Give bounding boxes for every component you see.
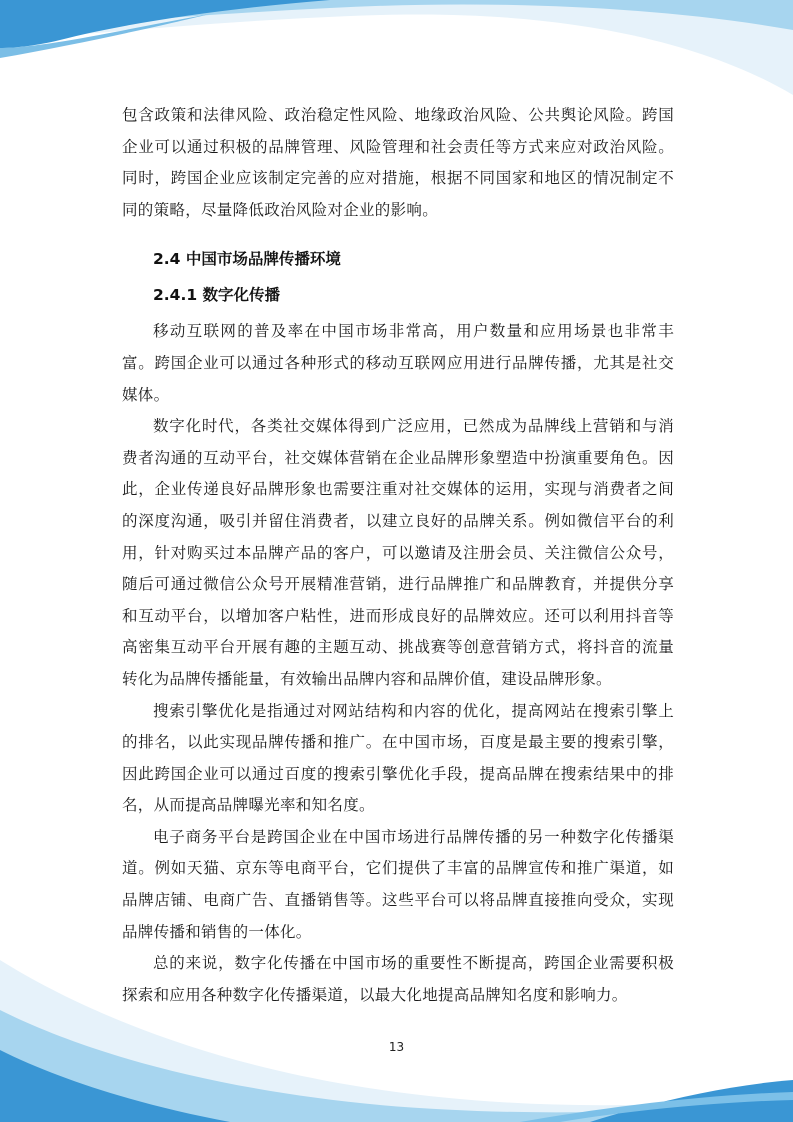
page-number: 13 xyxy=(388,1040,405,1054)
body-paragraph: 搜索引擎优化是指通过对网站结构和内容的优化，提高网站在搜索引擎上的排名，以此实现品牌传播和推广。在中国市场，百度是最主要的搜索引擎，因此跨国企业可以通过百度的搜索引擎优化手段，提高品牌在搜索结果中的排名，从而提高品牌曝光率和知名度。 xyxy=(122,701,674,815)
intro-paragraph: 包含政策和法律风险、政治稳定性风险、地缘政治风险、公共舆论风险。跨国企业可以通过积极的品牌管理、风险管理和社会责任等方式来应对政治风险。同时，跨国企业应该制定完善的应对措施，根据不同国家和地区的情况制定不同的策略，尽量降低政治风险对企业的影响。 xyxy=(122,106,674,219)
section-heading: 2.4 中国市场品牌传播环境 xyxy=(153,250,341,269)
body-paragraph: 移动互联网的普及率在中国市场非常高，用户数量和应用场景也非常丰富。跨国企业可以通过各种形式的移动互联网应用进行品牌传播，尤其是社交媒体。 xyxy=(122,322,674,404)
body-paragraph: 数字化时代，各类社交媒体得到广泛应用，已然成为品牌线上营销和与消费者沟通的互动平台，社交媒体营销在企业品牌形象塑造中扮演重要角色。因此，企业传递良好品牌形象也需要注重对社交媒体的运用，实现与消费者之间的深度沟通，吸引并留住消费者，以建立良好的品牌关系。例如微信平台的利用，针对购买过本品牌产品的客户，可以邀请及注册会员、关注微信公众号，随后可通过微信公众号开展精准营销，进行品牌推广和品牌教育，并提供分享和互动平台，以增加客户粘性，进而形成良好的品牌效应。还可以利用抖音等高密集互动平台开展有趣的主题互动、挑战赛等创意营销方式，将抖音的流量转化为品牌传播能量，有效输出品牌内容和品牌价值，建设品牌形象。 xyxy=(122,417,674,688)
page-content xyxy=(122,100,674,1011)
subsection-heading: 2.4.1 数字化传播 xyxy=(153,286,281,305)
body-paragraph: 电子商务平台是跨国企业在中国市场进行品牌传播的另一种数字化传播渠道。例如天猫、京东等电商平台，它们提供了丰富的品牌宣传和推广渠道，如品牌店铺、电商广告、直播销售等。这些平台可以将品牌直接推向受众，实现品牌传播和销售的一体化。 xyxy=(122,827,674,941)
body-paragraph: 总的来说，数字化传播在中国市场的重要性不断提高，跨国企业需要积极探索和应用各种数字化传播渠道，以最大化地提高品牌知名度和影响力。 xyxy=(122,954,674,1004)
